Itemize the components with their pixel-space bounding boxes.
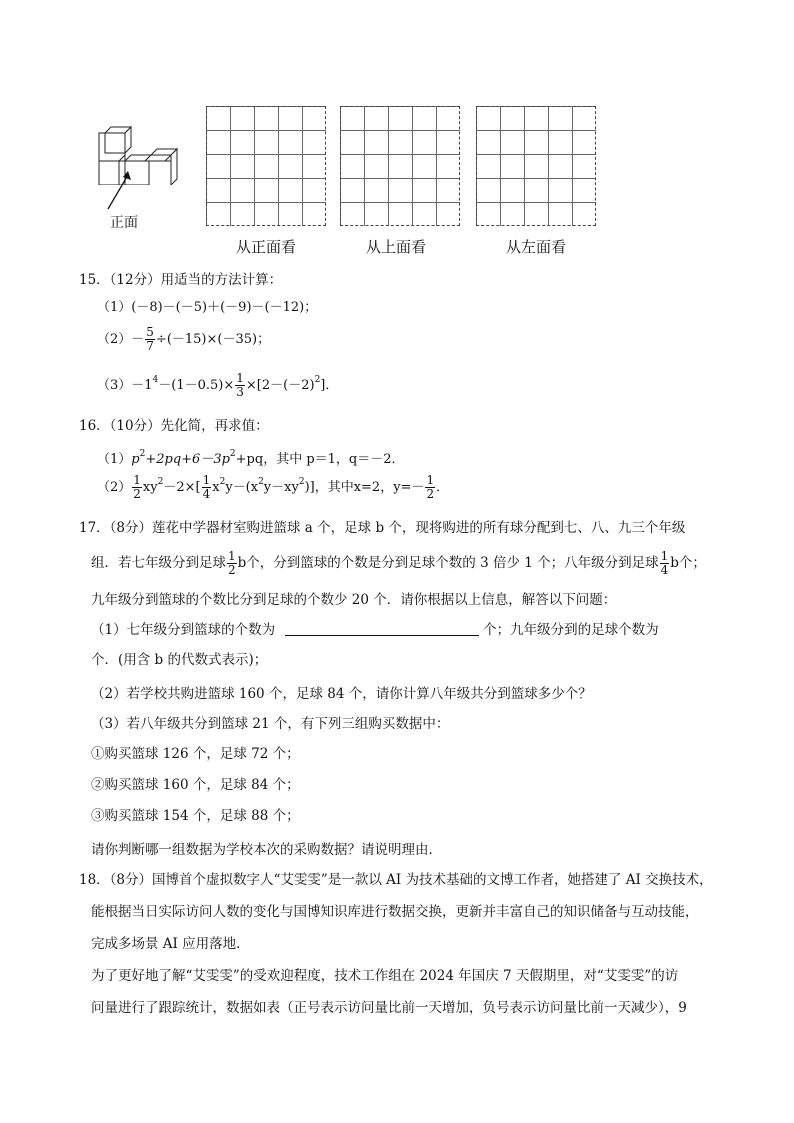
- q17-line6: （2）若学校共购进篮球 160 个，足球 84 个，请你计算八年级共分到篮球多少个？: [91, 686, 592, 702]
- q17-option3: ③购买篮球 154 个，足球 88 个；: [91, 808, 300, 824]
- fraction: $\frac{1}{2}$: [426, 473, 435, 501]
- q15-part3: $(3)-1^4-(1-0.5)\times$ $\frac{1}{3}$ $\times[2-(-2)^2]$．: [97, 371, 339, 399]
- q18-line2: 能根据当日实际访问人数的变化与国博知识库进行数据交换，更新并丰富自己的知识储备与互动技能，: [91, 904, 699, 920]
- front-label: 正面: [110, 215, 138, 231]
- front-arrow: [100, 165, 140, 215]
- q17-line2: 组．若七年级分到足球 $\frac{1}{2}$ b个，分到篮球的个数是分到足球个数的 3 倍少 1 个；八年级分到足球 $\frac{1}{4}$ b个；: [91, 549, 706, 577]
- q18-line5: 问量进行了跟踪统计，数据如表（正号表示访问量比前一天增加，负号表示访问量比前一天减少），9: [91, 1000, 687, 1016]
- q16-part2: （2） $\frac{1}{2}$ $xy^2-2\times$[ $\frac{1}{4}$ $x^2y-(x^2y-xy^2)$]，其中x=2，y=－ $\frac{1}{2}$ ．: [97, 473, 450, 501]
- fraction: $\frac{1}{2}$: [133, 473, 141, 501]
- q17-line4: （1）七年级分到篮球的个数为 个；九年级分到的足球个数为: [91, 622, 659, 638]
- left-view-grid: [476, 106, 596, 226]
- front-view-grid: [206, 106, 326, 226]
- fraction: $\frac{1}{4}$: [202, 473, 211, 501]
- top-view-grid: [340, 106, 460, 226]
- q17-line1: 17．（8分）莲花中学器材室购进篮球 a 个，足球 b 个，现将购进的所有球分配到七、八、九三个年级: [79, 520, 686, 536]
- q18-line3: 完成多场景 AI 应用落地．: [91, 936, 250, 952]
- fraction: $\frac{5}{7}$: [146, 325, 154, 353]
- q15-part1: （1）(－8)－(－5)＋(－9)－(－12)；: [97, 300, 318, 315]
- front-view-caption: 从正面看: [236, 238, 297, 256]
- q16-heading: 16．（10分）先化简，再求值：: [79, 418, 269, 434]
- q17-line5: 个．(用含 b 的代数式表示)；: [91, 652, 268, 668]
- q17-option1: ①购买篮球 126 个，足球 72 个；: [91, 746, 300, 762]
- q18-line1: 18．（8分）国博首个虚拟数字人“艾雯雯”是一款以 AI 为技术基础的文博工作者，她搭建了 AI 交换技术，: [79, 872, 713, 888]
- left-view-caption: 从左面看: [506, 238, 567, 256]
- q17-line3: 九年级分到篮球的个数比分到足球的个数少 20 个．请你根据以上信息，解答以下问题：: [91, 592, 617, 608]
- q16-part1: $(1)p^2+2pq+6-3p^2+pq$，其中 p＝1，q＝－2．: [97, 449, 405, 467]
- q18-line4: 为了更好地了解“艾雯雯”的受欢迎程度，技术工作组在 2024 年国庆 7 天假期里，对“艾雯雯”的访: [91, 968, 679, 984]
- answer-blank[interactable]: [285, 621, 479, 636]
- q17-option2: ②购买篮球 160 个，足球 84 个；: [91, 777, 300, 793]
- top-view-caption: 从上面看: [366, 238, 427, 256]
- fraction: $\frac{1}{3}$: [236, 371, 244, 399]
- fraction: $\frac{1}{2}$: [228, 549, 236, 577]
- q17-line11: 请你判断哪一组数据为学校本次的采购数据？请说明理由．: [91, 842, 442, 858]
- q15-part2: （2）－ $\frac{5}{7}$ ÷(－15)×(－35)；: [97, 325, 271, 353]
- fraction: $\frac{1}{4}$: [660, 549, 669, 577]
- q17-line7: （3）若八年级共分到篮球 21 个，有下列三组购买数据中：: [91, 716, 450, 732]
- q15-heading: 15．（12分）用适当的方法计算：: [79, 272, 283, 288]
